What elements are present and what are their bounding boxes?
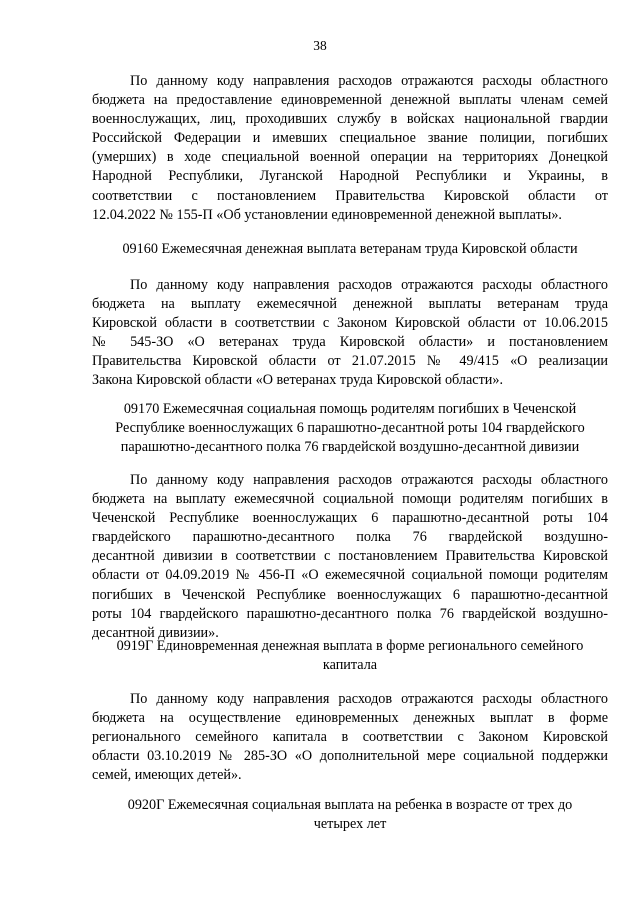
section-heading-09160	[92, 240, 608, 259]
text-line: бюджета на выплату ежемесячной денежной выплаты ветеранам труда	[92, 296, 608, 313]
text-line: По данному коду направления расходов отражаются расходы областного	[130, 691, 608, 707]
text-line: Российской Федерации и имевших специальное звание полиции, погибших	[92, 130, 608, 147]
heading-line: 0920Г Ежемесячная социальная выплата на ребенка в возрасте от трех до	[127, 797, 573, 813]
text-line: бюджета на осуществление единовременных денежных выплат в форме	[92, 710, 608, 727]
text-line: десантной дивизии в соответствии с постановлением Правительства Кировской	[92, 548, 608, 565]
text-line: Народной Республики, Луганской Народной Республики и Украины, в	[92, 168, 608, 185]
text-line: роты 104 гвардейского парашютно-десантного полка 76 гвардейской воздушно-	[92, 605, 608, 622]
heading-line: капитала	[322, 657, 378, 674]
heading-line: четырех лет	[313, 816, 387, 833]
section-heading-0920g	[92, 796, 608, 834]
text-line: бюджета на выплату ежемесячной социальной помощи родителям погибших в	[92, 491, 608, 508]
text-line: военнослужащих, лиц, проходивших службу в войсках национальной гвардии	[92, 111, 608, 128]
heading-line: парашютно-десантного полка 76 гвардейской воздушно-десантной дивизии	[120, 439, 580, 456]
text-line: По данному коду направления расходов отражаются расходы областного	[130, 472, 608, 488]
text-line: области от 04.09.2019 № 456-П «О ежемесячной социальной помощи родителям	[92, 567, 608, 584]
text-line: Кировской области в соответствии с Законом Кировской области от 10.06.2015	[92, 315, 608, 332]
text-line: соответствии с постановлением Правительства Кировской области от	[92, 187, 608, 204]
text-line: погибших в Чеченской Республике военнослужащих 6 парашютно-десантной	[92, 586, 608, 603]
text-line: Закона Кировской области «О ветеранах труда Кировской области».	[92, 372, 504, 389]
heading-line: 09160 Ежемесячная денежная выплата ветеранам труда Кировской области	[122, 241, 578, 257]
section-heading-09170	[92, 400, 608, 457]
text-line: десантной дивизии».	[92, 624, 219, 641]
text-line: 12.04.2022 № 155-П «Об установлении единовременной денежной выплаты».	[92, 206, 562, 223]
paragraph-family-payment	[92, 72, 608, 225]
heading-line: 0919Г Единовременная денежная выплата в форме регионального семейного	[116, 638, 584, 654]
text-line: регионального семейного капитала в соответствии с Законом Кировской	[92, 729, 608, 746]
page-number: 38	[313, 38, 327, 53]
text-line: (умерших) в ходе специальной военной операции на территориях Донецкой	[92, 149, 608, 166]
text-line: Правительства Кировской области от 21.07.2015 № 49/415 «О реализации	[92, 353, 608, 370]
text-line: бюджета на предоставление единовременной денежной выплаты членам семей	[92, 92, 608, 109]
text-line: области 03.10.2019 № 285-ЗО «О дополнительной мере социальной поддержки	[92, 748, 608, 765]
heading-line: Республике военнослужащих 6 парашютно-десантной роты 104 гвардейского	[115, 420, 585, 437]
paragraph-veterans-payment	[92, 276, 608, 391]
paragraph-chechnya-assistance	[92, 471, 608, 643]
text-line: семей, имеющих детей».	[92, 767, 242, 784]
text-line: По данному коду направления расходов отражаются расходы областного	[130, 73, 608, 89]
section-heading-0919g	[92, 637, 608, 675]
paragraph-family-capital	[92, 690, 608, 785]
text-line: По данному коду направления расходов отражаются расходы областного	[130, 277, 608, 293]
heading-line: 09170 Ежемесячная социальная помощь родителям погибших в Чеченской	[123, 401, 577, 417]
text-line: гвардейского парашютно-десантного полка 76 гвардейской воздушно-	[92, 529, 608, 546]
text-line: Чеченской Республике военнослужащих 6 парашютно-десантной роты 104	[92, 510, 608, 527]
text-line: № 545-ЗО «О ветеранах труда Кировской области» и постановлением	[92, 334, 608, 351]
